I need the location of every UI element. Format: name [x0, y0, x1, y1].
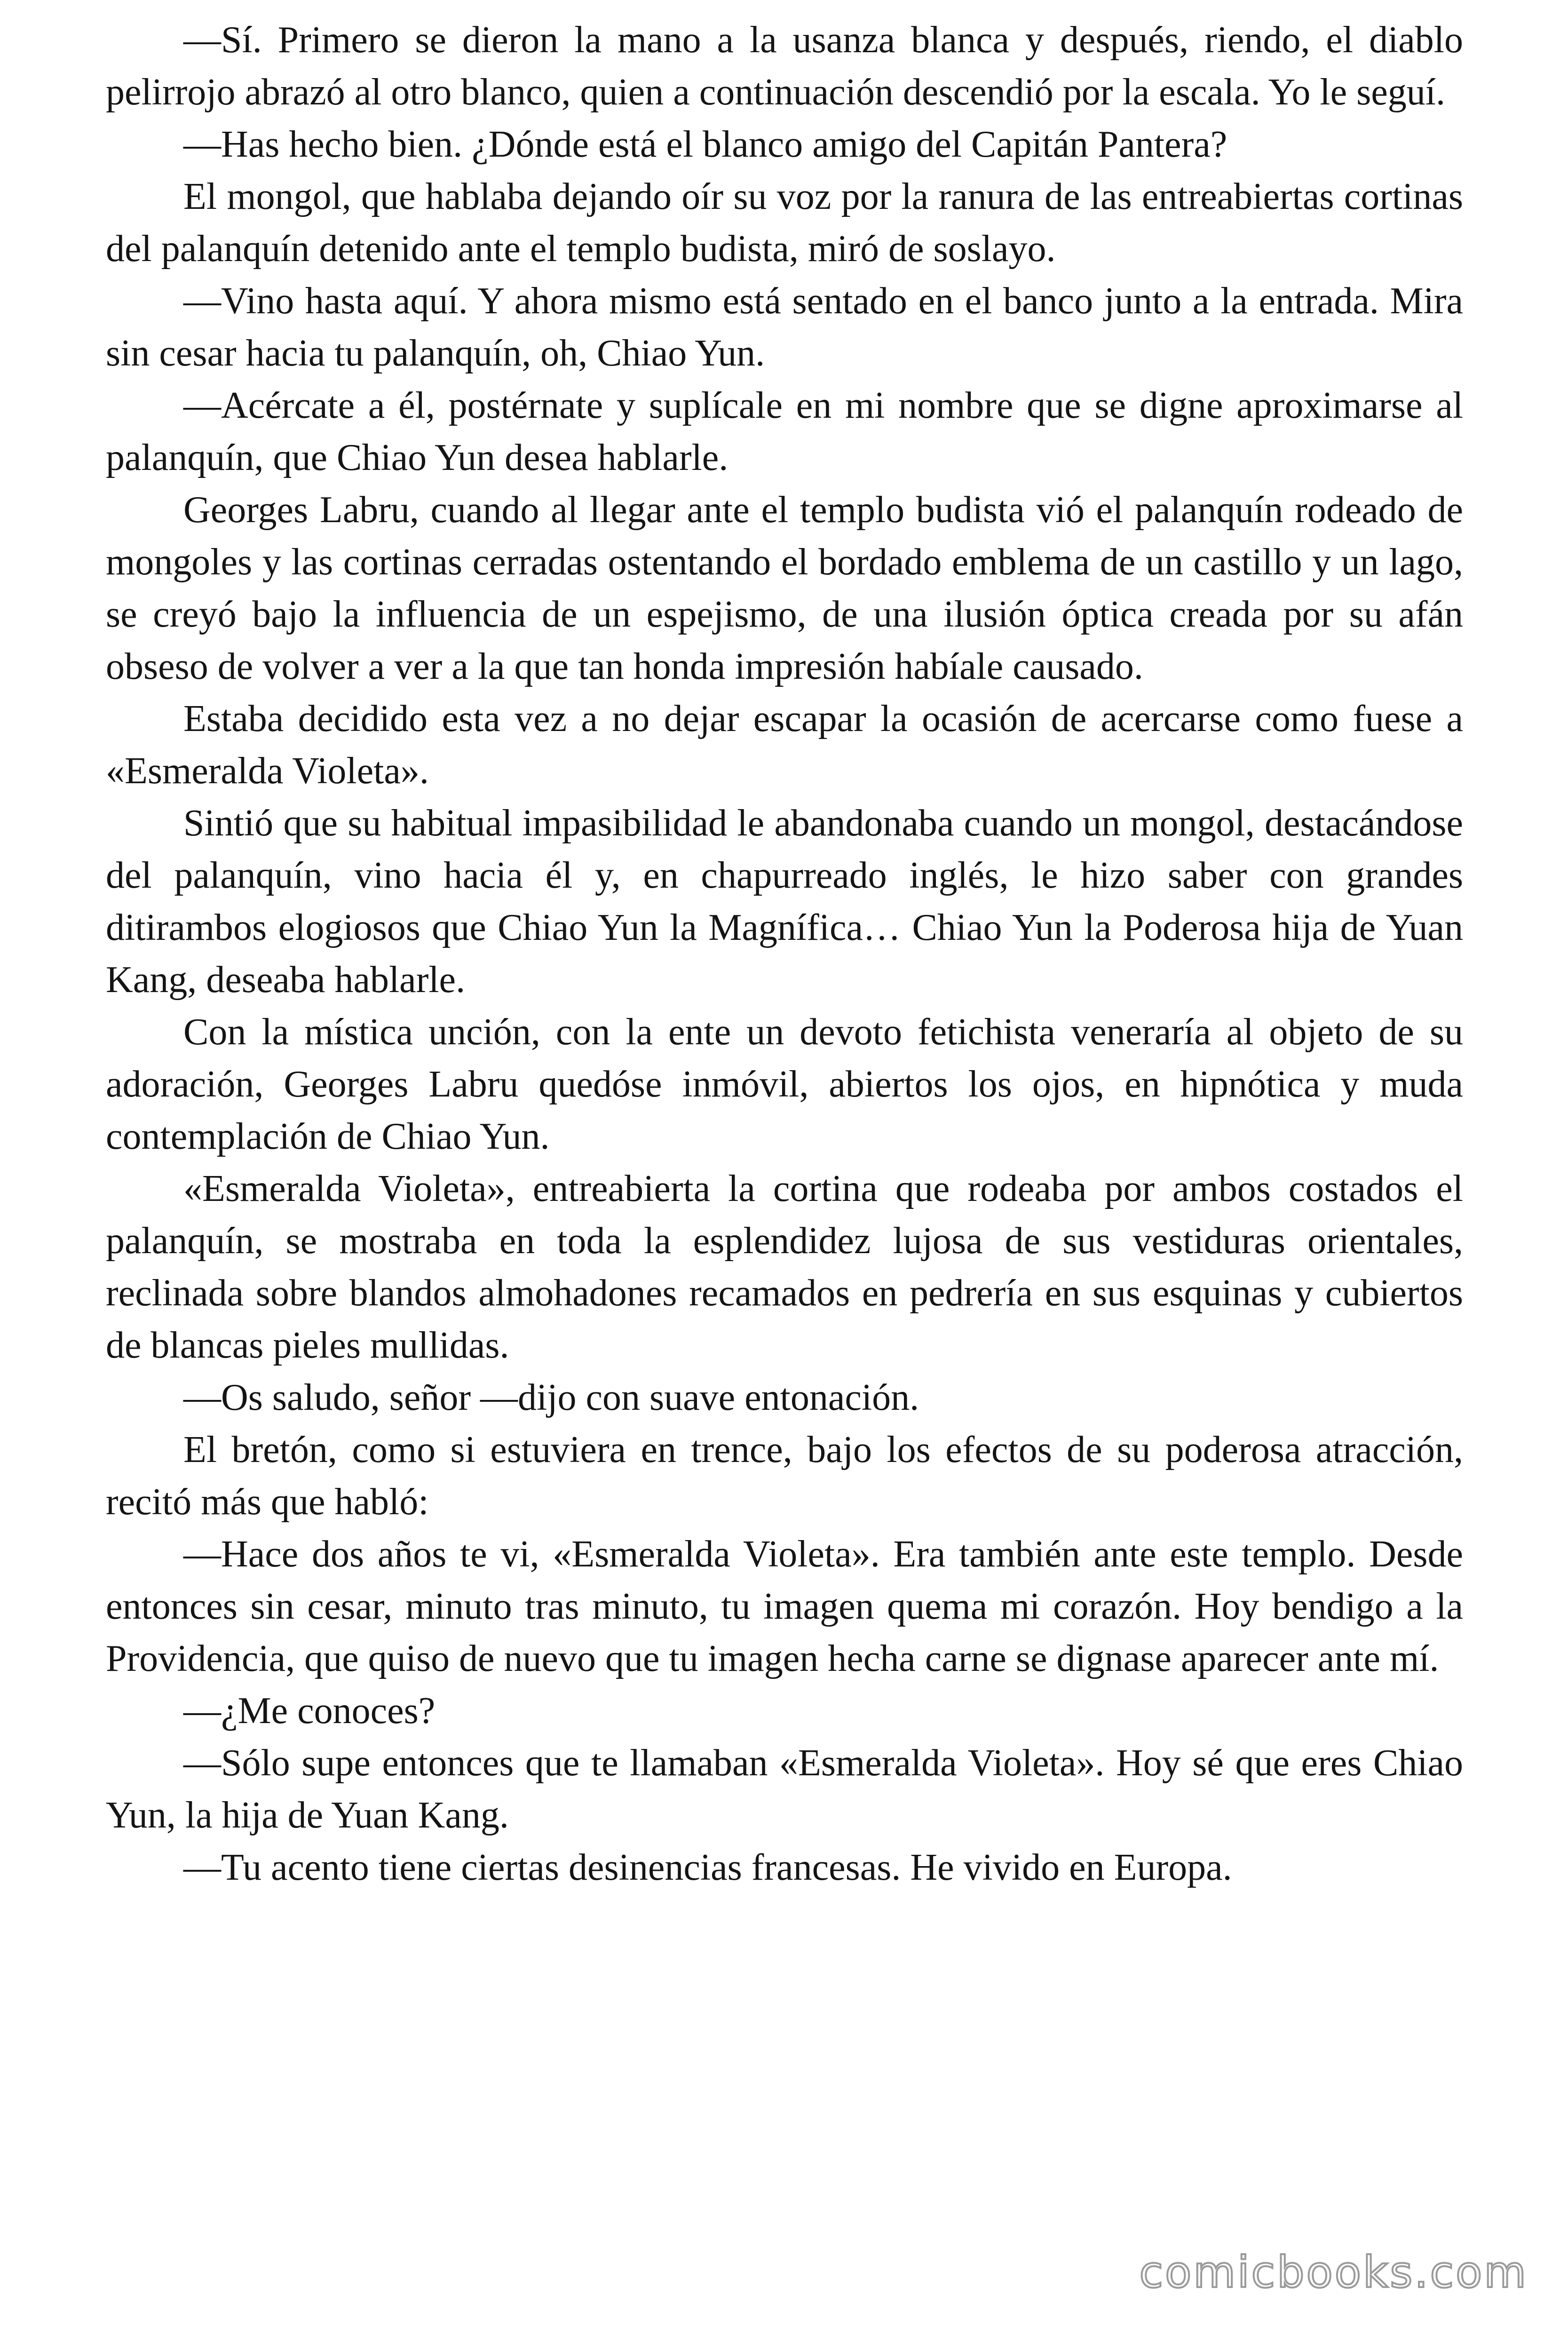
paragraph: —Sí. Primero se dieron la mano a la usanza blanca y después, riendo, el diablo pelirrojo abrazó al otro blanco, quien a continuación descendió por la escala. Yo le seguí. [106, 19, 1463, 113]
paragraph: —Sólo supe entonces que te llamaban «Esmeralda Violeta». Hoy sé que eres Chiao Yun, la hija de Yuan Kang. [106, 1742, 1463, 1836]
paragraph: —Tu acento tiene ciertas desinencias francesas. He vivido en Europa. [183, 1847, 1232, 1888]
paragraph: —Vino hasta aquí. Y ahora mismo está sentado en el banco junto a la entrada. Mira sin cesar hacia tu palanquín, oh, Chiao Yun. [106, 280, 1463, 374]
paragraph: —¿Me conoces? [183, 1690, 436, 1732]
paragraph: Sintió que su habitual impasibilidad le abandonaba cuando un mongol, destacándose del palanquín, vino hacia él y, en chapurreado inglés, le hizo saber con grandes ditirambos elogiosos que Chiao Yun la Magnífica… Chiao Yun la Poderosa hija de Yuan Kang, deseaba hablarle. [106, 803, 1463, 1001]
paragraph: Georges Labru, cuando al llegar ante el templo budista vió el palanquín rodeado de mongoles y las cortinas cerradas ostentando el bordado emblema de un castillo y un lago, se creyó bajo la influencia de un espejismo, de una ilusión óptica creada por su afán obseso de volver a ver a la que tan honda impresión habíale causado. [106, 489, 1463, 687]
paragraph: «Esmeralda Violeta», entreabierta la cortina que rodeaba por ambos costados el palanquín, se mostraba en toda la esplendidez lujosa de sus vestiduras orientales, reclinada sobre blandos almohadones recamados en pedrería en sus esquinas y cubiertos de blancas pieles mullidas. [106, 1168, 1463, 1366]
paragraph: —Hace dos años te vi, «Esmeralda Violeta». Era también ante este templo. Desde entonces sin cesar, minuto tras minuto, tu imagen quema mi corazón. Hoy bendigo a la Providencia, que quiso de nuevo que tu imagen hecha carne se dignase aparecer ante mí. [106, 1534, 1463, 1679]
paragraph: El bretón, como si estuviera en trence, bajo los efectos de su poderosa atracción, recitó más que habló: [106, 1429, 1463, 1523]
book-page [106, 14, 1463, 1894]
paragraph: —Acércate a él, postérnate y suplícale en mi nombre que se digne aproximarse al palanquín, que Chiao Yun desea hablarle. [106, 385, 1463, 478]
paragraph: —Has hecho bien. ¿Dónde está el blanco amigo del Capitán Pantera? [183, 124, 1227, 165]
paragraph: Con la mística unción, con la ente un devoto fetichista veneraría al objeto de su adoración, Georges Labru quedóse inmóvil, abiertos los ojos, en hipnótica y muda contemplación de Chiao Yun. [106, 1011, 1463, 1157]
paragraph: Estaba decidido esta vez a no dejar escapar la ocasión de acercarse como fuese a «Esmeralda Violeta». [106, 698, 1463, 792]
paragraph: El mongol, que hablaba dejando oír su voz por la ranura de las entreabiertas cortinas del palanquín detenido ante el templo budista, miró de soslayo. [106, 176, 1463, 270]
paragraph: —Os saludo, señor —dijo con suave entonación. [183, 1377, 919, 1418]
watermark: comicbooks.com [1139, 2247, 1528, 2297]
